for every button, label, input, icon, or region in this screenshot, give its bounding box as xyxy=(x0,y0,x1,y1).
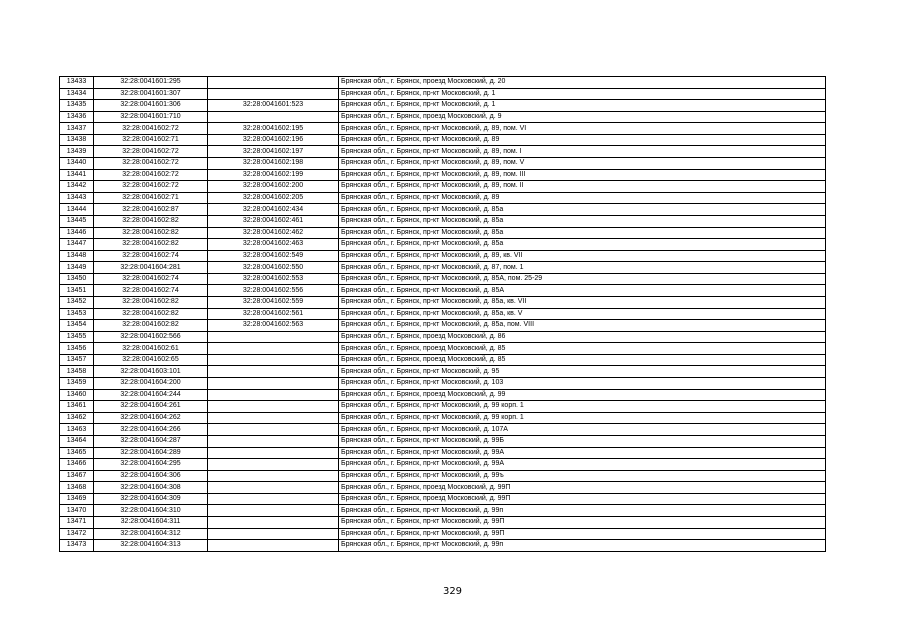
table-row xyxy=(60,378,826,390)
record-number-cell: 13450 xyxy=(60,273,94,285)
record-number-cell: 13451 xyxy=(60,285,94,297)
table-row xyxy=(60,123,826,135)
linked-cadastral-number-cell xyxy=(208,331,339,343)
address-cell: Брянская обл., г. Брянск, проезд Московский, д. 99П xyxy=(339,482,826,494)
linked-cadastral-number-cell xyxy=(208,493,339,505)
table-row xyxy=(60,459,826,471)
table-row xyxy=(60,505,826,517)
address-cell: Брянская обл., г. Брянск, пр-кт Московский, д. 89, пом. II xyxy=(339,181,826,193)
table-row xyxy=(60,493,826,505)
address-cell: Брянская обл., г. Брянск, пр-кт Московский, д. 1 xyxy=(339,100,826,112)
table-row xyxy=(60,88,826,100)
table-row xyxy=(60,134,826,146)
record-number-cell: 13469 xyxy=(60,493,94,505)
cadastral-number-cell: 32:28:0041602:74 xyxy=(94,285,208,297)
record-number-cell: 13462 xyxy=(60,412,94,424)
record-number-cell: 13449 xyxy=(60,262,94,274)
address-cell: Брянская обл., г. Брянск, пр-кт Московский, д. 99П xyxy=(339,528,826,540)
records-table xyxy=(59,76,826,552)
cadastral-number-cell: 32:28:0041602:82 xyxy=(94,239,208,251)
table-row xyxy=(60,273,826,285)
address-cell: Брянская обл., г. Брянск, пр-кт Московский, д. 85а, кв. VII xyxy=(339,296,826,308)
record-number-cell: 13455 xyxy=(60,331,94,343)
address-cell: Брянская обл., г. Брянск, пр-кт Московский, д. 99 корп. 1 xyxy=(339,401,826,413)
cadastral-number-cell: 32:28:0041602:82 xyxy=(94,320,208,332)
record-number-cell: 13465 xyxy=(60,447,94,459)
table-row xyxy=(60,401,826,413)
linked-cadastral-number-cell: 32:28:0041602:553 xyxy=(208,273,339,285)
page-number: 329 xyxy=(442,586,463,597)
record-number-cell: 13456 xyxy=(60,343,94,355)
linked-cadastral-number-cell: 32:28:0041602:200 xyxy=(208,181,339,193)
table-row xyxy=(60,192,826,204)
linked-cadastral-number-cell: 32:28:0041601:523 xyxy=(208,100,339,112)
record-number-cell: 13472 xyxy=(60,528,94,540)
address-cell: Брянская обл., г. Брянск, пр-кт Московский, д. 85а, пом. VIII xyxy=(339,320,826,332)
table-row xyxy=(60,447,826,459)
linked-cadastral-number-cell xyxy=(208,354,339,366)
record-number-cell: 13463 xyxy=(60,424,94,436)
record-number-cell: 13440 xyxy=(60,158,94,170)
address-cell: Брянская обл., г. Брянск, пр-кт Московский, д. 99п xyxy=(339,540,826,552)
linked-cadastral-number-cell: 32:28:0041602:561 xyxy=(208,308,339,320)
records-table-body xyxy=(60,77,826,552)
record-number-cell: 13434 xyxy=(60,88,94,100)
cadastral-number-cell: 32:28:0041602:71 xyxy=(94,192,208,204)
table-row xyxy=(60,250,826,262)
linked-cadastral-number-cell xyxy=(208,412,339,424)
record-number-cell: 13444 xyxy=(60,204,94,216)
table-row xyxy=(60,516,826,528)
linked-cadastral-number-cell: 32:28:0041602:563 xyxy=(208,320,339,332)
record-number-cell: 13433 xyxy=(60,77,94,89)
linked-cadastral-number-cell: 32:28:0041602:556 xyxy=(208,285,339,297)
record-number-cell: 13442 xyxy=(60,181,94,193)
cadastral-number-cell: 32:28:0041604:308 xyxy=(94,482,208,494)
cadastral-number-cell: 32:28:0041604:266 xyxy=(94,424,208,436)
cadastral-number-cell: 32:28:0041602:61 xyxy=(94,343,208,355)
address-cell: Брянская обл., г. Брянск, пр-кт Московский, д. 89, пом. I xyxy=(339,146,826,158)
cadastral-number-cell: 32:28:0041604:287 xyxy=(94,435,208,447)
record-number-cell: 13454 xyxy=(60,320,94,332)
address-cell: Брянская обл., г. Брянск, проезд Московский, д. 85 xyxy=(339,354,826,366)
address-cell: Брянская обл., г. Брянск, пр-кт Московский, д. 89, кв. VII xyxy=(339,250,826,262)
linked-cadastral-number-cell xyxy=(208,459,339,471)
address-cell: Брянская обл., г. Брянск, пр-кт Московский, д. 95 xyxy=(339,366,826,378)
table-row xyxy=(60,343,826,355)
record-number-cell: 13458 xyxy=(60,366,94,378)
table-row xyxy=(60,435,826,447)
table-row xyxy=(60,146,826,158)
cadastral-number-cell: 32:28:0041602:71 xyxy=(94,134,208,146)
linked-cadastral-number-cell: 32:28:0041602:434 xyxy=(208,204,339,216)
linked-cadastral-number-cell: 32:28:0041602:463 xyxy=(208,239,339,251)
address-cell: Брянская обл., г. Брянск, пр-кт Московский, д. 89 xyxy=(339,192,826,204)
record-number-cell: 13471 xyxy=(60,516,94,528)
table-row xyxy=(60,285,826,297)
linked-cadastral-number-cell xyxy=(208,470,339,482)
table-row xyxy=(60,158,826,170)
linked-cadastral-number-cell: 32:28:0041602:195 xyxy=(208,123,339,135)
cadastral-number-cell: 32:28:0041602:82 xyxy=(94,227,208,239)
linked-cadastral-number-cell xyxy=(208,540,339,552)
address-cell: Брянская обл., г. Брянск, пр-кт Московский, д. 103 xyxy=(339,378,826,390)
address-cell: Брянская обл., г. Брянск, пр-кт Московский, д. 99Б xyxy=(339,435,826,447)
record-number-cell: 13436 xyxy=(60,111,94,123)
record-number-cell: 13452 xyxy=(60,296,94,308)
cadastral-number-cell: 32:28:0041601:307 xyxy=(94,88,208,100)
table-row xyxy=(60,77,826,89)
table-row xyxy=(60,100,826,112)
linked-cadastral-number-cell xyxy=(208,528,339,540)
record-number-cell: 13464 xyxy=(60,435,94,447)
address-cell: Брянская обл., г. Брянск, проезд Московский, д. 86 xyxy=(339,331,826,343)
linked-cadastral-number-cell: 32:28:0041602:559 xyxy=(208,296,339,308)
table-row xyxy=(60,262,826,274)
table-row xyxy=(60,239,826,251)
record-number-cell: 13460 xyxy=(60,389,94,401)
table-row xyxy=(60,482,826,494)
cadastral-number-cell: 32:28:0041602:566 xyxy=(94,331,208,343)
record-number-cell: 13473 xyxy=(60,540,94,552)
linked-cadastral-number-cell xyxy=(208,111,339,123)
cadastral-number-cell: 32:28:0041602:82 xyxy=(94,308,208,320)
linked-cadastral-number-cell: 32:28:0041602:550 xyxy=(208,262,339,274)
linked-cadastral-number-cell xyxy=(208,88,339,100)
cadastral-number-cell: 32:28:0041602:87 xyxy=(94,204,208,216)
linked-cadastral-number-cell: 32:28:0041602:549 xyxy=(208,250,339,262)
cadastral-number-cell: 32:28:0041602:72 xyxy=(94,169,208,181)
cadastral-number-cell: 32:28:0041604:312 xyxy=(94,528,208,540)
cadastral-number-cell: 32:28:0041604:281 xyxy=(94,262,208,274)
cadastral-number-cell: 32:28:0041602:82 xyxy=(94,296,208,308)
address-cell: Брянская обл., г. Брянск, пр-кт Московский, д. 89 xyxy=(339,134,826,146)
table-row xyxy=(60,366,826,378)
address-cell: Брянская обл., г. Брянск, проезд Московский, д. 99 xyxy=(339,389,826,401)
table-row xyxy=(60,181,826,193)
linked-cadastral-number-cell xyxy=(208,435,339,447)
table-row xyxy=(60,354,826,366)
record-number-cell: 13441 xyxy=(60,169,94,181)
table-row xyxy=(60,528,826,540)
cadastral-number-cell: 32:28:0041601:306 xyxy=(94,100,208,112)
address-cell: Брянская обл., г. Брянск, проезд Московский, д. 99П xyxy=(339,493,826,505)
linked-cadastral-number-cell: 32:28:0041602:197 xyxy=(208,146,339,158)
address-cell: Брянская обл., г. Брянск, пр-кт Московский, д. 99А xyxy=(339,459,826,471)
address-cell: Брянская обл., г. Брянск, пр-кт Московский, д. 89, пом. V xyxy=(339,158,826,170)
address-cell: Брянская обл., г. Брянск, пр-кт Московский, д. 107А xyxy=(339,424,826,436)
cadastral-number-cell: 32:28:0041604:289 xyxy=(94,447,208,459)
record-number-cell: 13466 xyxy=(60,459,94,471)
cadastral-number-cell: 32:28:0041604:310 xyxy=(94,505,208,517)
linked-cadastral-number-cell xyxy=(208,505,339,517)
address-cell: Брянская обл., г. Брянск, проезд Московский, д. 85 xyxy=(339,343,826,355)
cadastral-number-cell: 32:28:0041602:82 xyxy=(94,215,208,227)
linked-cadastral-number-cell xyxy=(208,389,339,401)
table-row xyxy=(60,169,826,181)
cadastral-number-cell: 32:28:0041604:295 xyxy=(94,459,208,471)
record-number-cell: 13470 xyxy=(60,505,94,517)
linked-cadastral-number-cell: 32:28:0041602:205 xyxy=(208,192,339,204)
cadastral-number-cell: 32:28:0041604:200 xyxy=(94,378,208,390)
cadastral-number-cell: 32:28:0041601:295 xyxy=(94,77,208,89)
cadastral-number-cell: 32:28:0041602:72 xyxy=(94,123,208,135)
record-number-cell: 13459 xyxy=(60,378,94,390)
linked-cadastral-number-cell xyxy=(208,424,339,436)
cadastral-number-cell: 32:28:0041602:74 xyxy=(94,250,208,262)
address-cell: Брянская обл., г. Брянск, пр-кт Московский, д. 99А xyxy=(339,447,826,459)
record-number-cell: 13446 xyxy=(60,227,94,239)
table-row xyxy=(60,215,826,227)
table-row xyxy=(60,331,826,343)
record-number-cell: 13467 xyxy=(60,470,94,482)
cadastral-number-cell: 32:28:0041604:262 xyxy=(94,412,208,424)
cadastral-number-cell: 32:28:0041602:72 xyxy=(94,158,208,170)
address-cell: Брянская обл., г. Брянск, пр-кт Московский, д. 85а xyxy=(339,204,826,216)
linked-cadastral-number-cell xyxy=(208,378,339,390)
address-cell: Брянская обл., г. Брянск, пр-кт Московский, д. 99п xyxy=(339,505,826,517)
address-cell: Брянская обл., г. Брянск, проезд Московский, д. 9 xyxy=(339,111,826,123)
address-cell: Брянская обл., г. Брянск, пр-кт Московский, д. 89, пом. VI xyxy=(339,123,826,135)
record-number-cell: 13443 xyxy=(60,192,94,204)
linked-cadastral-number-cell: 32:28:0041602:199 xyxy=(208,169,339,181)
cadastral-number-cell: 32:28:0041604:309 xyxy=(94,493,208,505)
cadastral-number-cell: 32:28:0041602:72 xyxy=(94,181,208,193)
table-row xyxy=(60,424,826,436)
table-row xyxy=(60,540,826,552)
record-number-cell: 13457 xyxy=(60,354,94,366)
table-row xyxy=(60,296,826,308)
table-row xyxy=(60,470,826,482)
cadastral-number-cell: 32:28:0041602:72 xyxy=(94,146,208,158)
address-cell: Брянская обл., г. Брянск, пр-кт Московский, д. 85а xyxy=(339,227,826,239)
cadastral-number-cell: 32:28:0041601:710 xyxy=(94,111,208,123)
record-number-cell: 13439 xyxy=(60,146,94,158)
table-row xyxy=(60,320,826,332)
cadastral-number-cell: 32:28:0041604:306 xyxy=(94,470,208,482)
cadastral-number-cell: 32:28:0041604:261 xyxy=(94,401,208,413)
linked-cadastral-number-cell xyxy=(208,77,339,89)
address-cell: Брянская обл., г. Брянск, пр-кт Московский, д. 1 xyxy=(339,88,826,100)
address-cell: Брянская обл., г. Брянск, пр-кт Московский, д. 99ъ xyxy=(339,470,826,482)
address-cell: Брянская обл., г. Брянск, пр-кт Московский, д. 85а, кв. V xyxy=(339,308,826,320)
linked-cadastral-number-cell xyxy=(208,401,339,413)
record-number-cell: 13445 xyxy=(60,215,94,227)
table-row xyxy=(60,308,826,320)
record-number-cell: 13448 xyxy=(60,250,94,262)
table-row xyxy=(60,389,826,401)
cadastral-number-cell: 32:28:0041604:313 xyxy=(94,540,208,552)
linked-cadastral-number-cell: 32:28:0041602:462 xyxy=(208,227,339,239)
linked-cadastral-number-cell: 32:28:0041602:198 xyxy=(208,158,339,170)
cadastral-number-cell: 32:28:0041602:74 xyxy=(94,273,208,285)
address-cell: Брянская обл., г. Брянск, пр-кт Московский, д. 99П xyxy=(339,516,826,528)
cadastral-number-cell: 32:28:0041604:244 xyxy=(94,389,208,401)
address-cell: Брянская обл., г. Брянск, пр-кт Московский, д. 85а xyxy=(339,239,826,251)
cadastral-number-cell: 32:28:0041602:65 xyxy=(94,354,208,366)
table-row xyxy=(60,412,826,424)
cadastral-number-cell: 32:28:0041603:101 xyxy=(94,366,208,378)
table-row xyxy=(60,227,826,239)
address-cell: Брянская обл., г. Брянск, пр-кт Московский, д. 99 корп. 1 xyxy=(339,412,826,424)
linked-cadastral-number-cell xyxy=(208,482,339,494)
linked-cadastral-number-cell xyxy=(208,343,339,355)
address-cell: Брянская обл., г. Брянск, проезд Московский, д. 20 xyxy=(339,77,826,89)
record-number-cell: 13468 xyxy=(60,482,94,494)
cadastral-number-cell: 32:28:0041604:311 xyxy=(94,516,208,528)
record-number-cell: 13437 xyxy=(60,123,94,135)
table-row xyxy=(60,204,826,216)
linked-cadastral-number-cell xyxy=(208,447,339,459)
linked-cadastral-number-cell xyxy=(208,516,339,528)
table-row xyxy=(60,111,826,123)
record-number-cell: 13461 xyxy=(60,401,94,413)
record-number-cell: 13447 xyxy=(60,239,94,251)
record-number-cell: 13438 xyxy=(60,134,94,146)
linked-cadastral-number-cell xyxy=(208,366,339,378)
address-cell: Брянская обл., г. Брянск, пр-кт Московский, д. 89, пом. III xyxy=(339,169,826,181)
record-number-cell: 13435 xyxy=(60,100,94,112)
address-cell: Брянская обл., г. Брянск, пр-кт Московский, д. 85А xyxy=(339,285,826,297)
linked-cadastral-number-cell: 32:28:0041602:196 xyxy=(208,134,339,146)
address-cell: Брянская обл., г. Брянск, пр-кт Московский, д. 85а xyxy=(339,215,826,227)
record-number-cell: 13453 xyxy=(60,308,94,320)
address-cell: Брянская обл., г. Брянск, пр-кт Московский, д. 87, пом. 1 xyxy=(339,262,826,274)
address-cell: Брянская обл., г. Брянск, пр-кт Московский, д. 85А, пом. 25-29 xyxy=(339,273,826,285)
linked-cadastral-number-cell: 32:28:0041602:461 xyxy=(208,215,339,227)
